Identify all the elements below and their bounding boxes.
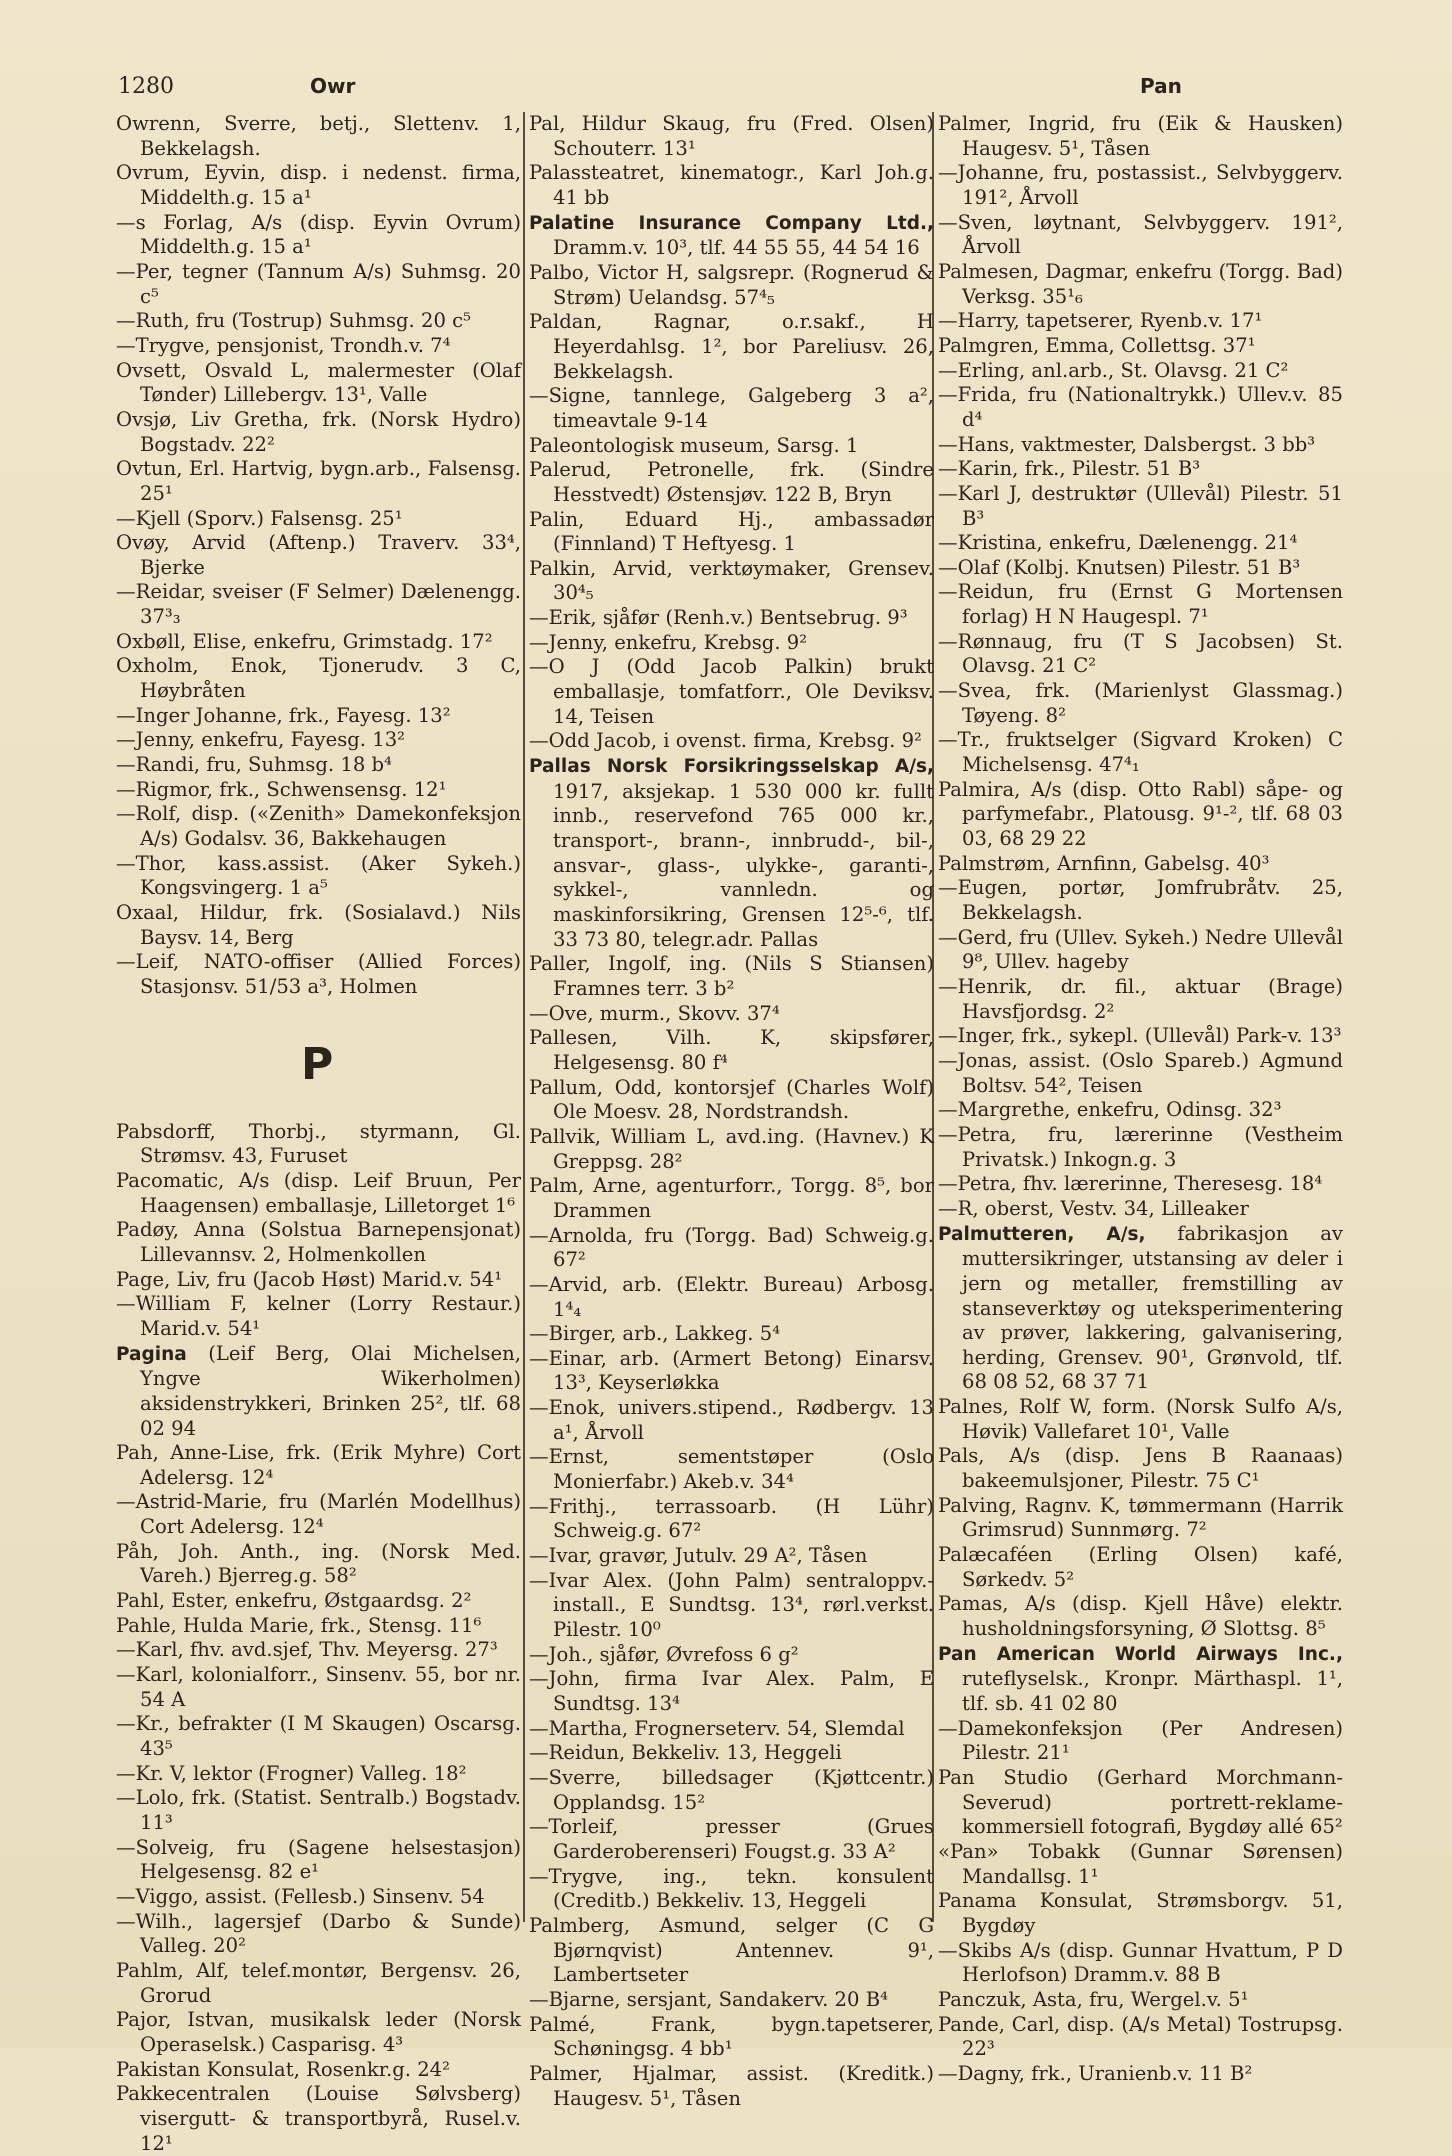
directory-entry bbox=[116, 1268, 521, 1293]
entry-text: —Reidar, sveiser (F Selmer) Dælenengg. 37³₃ bbox=[116, 580, 521, 629]
directory-entry bbox=[116, 852, 521, 901]
entry-text: —Ivar, gravør, Jutulv. 29 A², Tåsen bbox=[529, 1544, 868, 1568]
entry-text: —O J (Odd Jacob Palkin) brukt emballasje, tomfatforr., Ole Deviksv. 14, Teisen bbox=[529, 655, 934, 728]
entry-text: Page, Liv, fru (Jacob Høst) Marid.v. 54¹ bbox=[116, 1267, 503, 1291]
column-1 bbox=[116, 112, 521, 2156]
directory-entry bbox=[529, 434, 934, 459]
entry-text: —Ruth, fru (Tostrup) Suhmsg. 20 c⁵ bbox=[116, 309, 471, 333]
entry-text: —Johanne, fru, postassist., Selvbyggerv. 191², Årvoll bbox=[938, 161, 1343, 209]
directory-entry bbox=[116, 630, 521, 655]
directory-entry bbox=[116, 161, 521, 210]
entry-text: —Gerd, fru (Ullev. Sykeh.) Nedre Ullevål 9⁸, Ullev. hageby bbox=[938, 925, 1343, 974]
directory-entry bbox=[938, 1172, 1343, 1197]
entry-text: —Kr., befrakter (I M Skaugen) Oscarsg. 43⁵ bbox=[116, 1712, 521, 1761]
entry-text: —Per, tegner (Tannum A/s) Suhmsg. 20 c⁵ bbox=[116, 259, 521, 308]
directory-entry bbox=[938, 1592, 1343, 1641]
directory-entry bbox=[938, 383, 1343, 432]
left-guide-word: Owr bbox=[310, 74, 356, 98]
entry-text: —John, firma Ivar Alex. Palm, E Sundtsg. 13⁴ bbox=[529, 1667, 934, 1715]
entry-text: Ovsjø, Liv Gretha, frk. (Norsk Hydro) Bogstadv. 22² bbox=[116, 407, 521, 456]
entry-bold-name: Palatine Insurance Company Ltd., bbox=[529, 212, 934, 234]
directory-entry bbox=[116, 728, 521, 753]
entry-text: Ovsett, Osvald L, malermester (Olaf Tønder) Lillebergv. 13¹, Valle bbox=[116, 358, 521, 407]
directory-entry bbox=[529, 2013, 934, 2062]
entry-text: Pahlm, Alf, telef.montør, Bergensv. 26, Grorud bbox=[116, 1958, 521, 2007]
entry-text: —Erling, anl.arb., St. Olavsg. 21 C² bbox=[938, 358, 1289, 382]
entry-text: Påh, Joh. Anth., ing. (Norsk Med. Vareh.) Bjerreg.g. 58² bbox=[116, 1539, 521, 1588]
entry-text: —Astrid-Marie, fru (Marlén Modellhus) Cort Adelersg. 12⁴ bbox=[116, 1490, 521, 1539]
entry-text: —Olaf (Kolbj. Knutsen) Pilestr. 51 B³ bbox=[938, 555, 1301, 579]
directory-entry bbox=[529, 1347, 934, 1396]
entry-text: Palving, Ragnv. K, tømmermann (Harrik Grimsrud) Sunnmørg. 7² bbox=[938, 1493, 1343, 1542]
entry-text: —Sverre, billedsager (Kjøttcentr.) Opplandsg. 15² bbox=[529, 1765, 934, 1814]
directory-entry bbox=[938, 1642, 1343, 1717]
directory-entry bbox=[116, 2082, 521, 2156]
directory-entry bbox=[529, 310, 934, 384]
entry-text: Pallum, Odd, kontorsjef (Charles Wolf) Ole Moesv. 28, Nordstrandsh. bbox=[529, 1075, 934, 1124]
directory-entry bbox=[116, 950, 521, 999]
directory-entry bbox=[116, 1836, 521, 1885]
directory-entry bbox=[529, 1273, 934, 1322]
directory-entry bbox=[529, 1002, 934, 1027]
entry-text: Pakistan Konsulat, Rosenkr.g. 24² bbox=[116, 2057, 450, 2081]
directory-entry bbox=[938, 334, 1343, 359]
directory-entry bbox=[938, 112, 1343, 161]
directory-entry bbox=[116, 1540, 521, 1589]
entry-text: —Skibs A/s (disp. Gunnar Hvattum, P D Herlofson) Dramm.v. 88 B bbox=[938, 1938, 1343, 1987]
directory-entry bbox=[529, 1495, 934, 1544]
entry-text: —Petra, fhv. lærerinne, Theresesg. 18⁴ bbox=[938, 1172, 1323, 1196]
column-2 bbox=[529, 112, 934, 2111]
entry-text: Palmer, Hjalmar, assist. (Kreditk.) Haugesv. 5¹, Tåsen bbox=[529, 2061, 934, 2110]
directory-entry bbox=[116, 778, 521, 803]
directory-entry bbox=[938, 359, 1343, 384]
directory-entry bbox=[529, 1766, 934, 1815]
entry-text: —Kr. V, lektor (Frogner) Valleg. 18² bbox=[116, 1761, 467, 1785]
entry-text: Pahl, Ester, enkefru, Østgaardsg. 2² bbox=[116, 1589, 472, 1613]
entry-text: —Joh., sjåfør, Øvrefoss 6 g² bbox=[529, 1642, 799, 1666]
entry-text: 1917, aksjekap. 1 530 000 kr. fullt innb., reservefond 765 000 kr., transport-, brann-, innbrudd-, bil-, ansvar-, glass-, ulykke-, garanti-, sykkel-, vannledn. og maskinforsikring, Grensen 12⁵-⁶, tlf. 33 73 80, telegr.adr. Pallas bbox=[553, 779, 934, 951]
directory-entry bbox=[529, 161, 934, 210]
entry-text: Pacomatic, A/s (disp. Leif Bruun, Per Haagensen) emballasje, Lilletorget 1⁶ bbox=[116, 1168, 521, 1217]
entry-text: Palnes, Rolf W, form. (Norsk Sulfo A/s, Høvik) Vallefaret 10¹, Valle bbox=[938, 1395, 1343, 1443]
directory-entry bbox=[529, 384, 934, 433]
directory-entry bbox=[938, 1840, 1343, 1889]
entry-text: —Dagny, frk., Uranienb.v. 11 B² bbox=[938, 2061, 1253, 2085]
entry-text: —Hans, vaktmester, Dalsbergst. 3 bb³ bbox=[938, 432, 1316, 456]
entry-text: Owrenn, Sverre, betj., Slettenv. 1, Bekkelagsh. bbox=[116, 112, 521, 160]
entry-text: Ovøy, Arvid (Aftenp.) Traverv. 33⁴, Bjerke bbox=[116, 531, 521, 579]
directory-entry bbox=[938, 482, 1343, 531]
directory-entry bbox=[938, 728, 1343, 777]
section-letter: P bbox=[301, 1038, 334, 1090]
right-guide-word: Pan bbox=[1140, 74, 1182, 98]
entry-text: —Viggo, assist. (Fellesb.) Sinsenv. 54 bbox=[116, 1884, 485, 1908]
entry-text: —Reidun, fru (Ernst G Mortensen forlag) H N Haugespl. 7¹ bbox=[938, 580, 1343, 629]
entry-text: Dramm.v. 10³, tlf. 44 55 55, 44 54 16 bbox=[553, 236, 920, 260]
entry-text: —Frida, fru (Nationaltrykk.) Ullev.v. 85 d⁴ bbox=[938, 383, 1343, 431]
entry-text: —Inger, frk., sykepl. (Ullevål) Park-v. 13³ bbox=[938, 1024, 1342, 1048]
directory-entry bbox=[529, 1544, 934, 1569]
entry-text: Ovtun, Erl. Hartvig, bygn.arb., Falsensg. 25¹ bbox=[116, 457, 521, 505]
directory-entry bbox=[938, 778, 1343, 852]
directory-entry bbox=[938, 1494, 1343, 1543]
directory-entry bbox=[116, 654, 521, 703]
directory-entry bbox=[116, 1589, 521, 1614]
entry-text: Palmberg, Asmund, selger (C G Bjørnqvist) Antennev. 9¹, Lambertseter bbox=[529, 1913, 934, 1987]
entry-text: Palmgren, Emma, Collettsg. 37¹ bbox=[938, 333, 1256, 357]
directory-entry bbox=[529, 1667, 934, 1716]
entry-text: «Pan» Tobakk (Gunnar Sørensen) Mandallsg. 1¹ bbox=[938, 1839, 1343, 1888]
directory-entry bbox=[938, 260, 1343, 309]
directory-entry bbox=[938, 1049, 1343, 1098]
entry-text: Palmé, Frank, bygn.tapetserer, Schøningsg. 4 bb¹ bbox=[529, 2012, 934, 2061]
directory-entry bbox=[938, 1889, 1343, 1938]
directory-entry bbox=[116, 309, 521, 334]
entry-text: Pallvik, William L, avd.ing. (Havnev.) K Greppsg. 28² bbox=[529, 1124, 934, 1173]
directory-entry bbox=[938, 1444, 1343, 1493]
entry-text: —Trygve, pensjonist, Trondh.v. 7⁴ bbox=[116, 333, 451, 357]
directory-entry bbox=[938, 211, 1343, 260]
entry-text: —Erik, sjåfør (Renh.v.) Bentsebrug. 9³ bbox=[529, 606, 908, 630]
directory-entry bbox=[529, 1988, 934, 2013]
entry-text: —Lolo, frk. (Statist. Sentralb.) Bogstadv. 11³ bbox=[116, 1786, 521, 1834]
entry-text: —Martha, Frognerseterv. 54, Slemdal bbox=[529, 1716, 905, 1740]
directory-entry bbox=[116, 802, 521, 851]
directory-entry bbox=[938, 1098, 1343, 1123]
directory-entry bbox=[938, 433, 1343, 458]
entry-text: —Bjarne, sersjant, Sandakerv. 20 B⁴ bbox=[529, 1987, 888, 2011]
directory-entry bbox=[116, 1169, 521, 1218]
directory-entry bbox=[938, 161, 1343, 210]
directory-entry bbox=[116, 1490, 521, 1539]
directory-entry bbox=[529, 2062, 934, 2111]
directory-entry bbox=[938, 975, 1343, 1024]
directory-entry bbox=[116, 1885, 521, 1910]
entry-text: —Jenny, enkefru, Fayesg. 13² bbox=[116, 728, 406, 752]
entry-text: —Einar, arb. (Armert Betong) Einarsv. 13³, Keyserløkka bbox=[529, 1346, 934, 1395]
entry-text: Pal, Hildur Skaug, fru (Fred. Olsen) Schouterr. 13¹ bbox=[529, 112, 934, 160]
entry-text: —Jonas, assist. (Oslo Spareb.) Agmund Boltsv. 54², Teisen bbox=[938, 1048, 1343, 1097]
entry-text: Pahle, Hulda Marie, frk., Stensg. 11⁶ bbox=[116, 1613, 482, 1637]
entry-bold-name: Palmutteren, A/s, bbox=[938, 1223, 1146, 1245]
directory-entry bbox=[116, 334, 521, 359]
entry-text: Paldan, Ragnar, o.r.sakf., H Heyerdahlsg. 1², bor Pareliusv. 26, Bekkelagsh. bbox=[529, 310, 934, 383]
column-3 bbox=[938, 112, 1343, 2087]
entry-text: —Leif, NATO-offiser (Allied Forces) Stasjonsv. 51/53 a³, Holmen bbox=[116, 950, 521, 998]
directory-entry bbox=[529, 1569, 934, 1643]
directory-entry bbox=[938, 2013, 1343, 2062]
directory-entry bbox=[116, 1786, 521, 1835]
entry-text: —Rønnaug, fru (T S Jacobsen) St. Olavsg. 21 C² bbox=[938, 629, 1343, 678]
directory-entry bbox=[116, 408, 521, 457]
entry-text: (Leif Berg, Olai Michelsen, Yngve Wikerholmen) aksidenstrykkeri, Brinken 25², tlf. 68 02 94 bbox=[140, 1341, 521, 1440]
entry-text: Palmira, A/s (disp. Otto Rabl) såpe- og parfymefabr., Platousg. 9¹-², tlf. 68 03 03, 68 29 22 bbox=[938, 777, 1343, 851]
entry-text: Pamas, A/s (disp. Kjell Håve) elektr. husholdningsforsyning, Ø Slottsg. 8⁵ bbox=[938, 1592, 1343, 1641]
directory-entry bbox=[529, 1741, 934, 1766]
entry-text: Paleontologisk museum, Sarsg. 1 bbox=[529, 433, 859, 457]
entry-text: —Signe, tannlege, Galgeberg 3 a², timeavtale 9-14 bbox=[529, 384, 934, 432]
directory-entry bbox=[529, 112, 934, 161]
directory-entry bbox=[938, 876, 1343, 925]
directory-entry bbox=[529, 1815, 934, 1864]
directory-entry bbox=[938, 1197, 1343, 1222]
directory-entry bbox=[116, 457, 521, 506]
entry-text: —Arvid, arb. (Elektr. Bureau) Arbosg. 1⁴₄ bbox=[529, 1272, 934, 1321]
directory-entry bbox=[529, 1643, 934, 1668]
page-number: 1280 bbox=[118, 74, 174, 99]
entry-text: Pan Studio (Gerhard Morchmann-Severud) portrett-reklame-kommersiell fotografi, Bygdøy allé 65² bbox=[938, 1765, 1343, 1839]
directory-entry bbox=[938, 926, 1343, 975]
directory-entry bbox=[529, 655, 934, 729]
directory-entry bbox=[116, 901, 521, 950]
directory-entry bbox=[116, 531, 521, 580]
entry-text: —Karl, kolonialforr., Sinsenv. 55, bor nr. 54 A bbox=[116, 1663, 521, 1711]
entry-text: —Rigmor, frk., Schwensensg. 12¹ bbox=[116, 777, 447, 801]
entry-text: —Ernst, sementstøper (Oslo Monierfabr.) Akeb.v. 34⁴ bbox=[529, 1445, 934, 1494]
entry-text: Palin, Eduard Hj., ambassadør (Finnland) T Heftyesg. 1 bbox=[529, 507, 934, 556]
directory-entry bbox=[116, 507, 521, 532]
directory-entry bbox=[938, 457, 1343, 482]
directory-entry bbox=[529, 1322, 934, 1347]
entry-text: fabrikasjon av muttersikringer, utstansing av deler i jern og metaller, fremstilling av stanseverktøy og uteksperimentering av prøver, lakkering, galvanisering, herding, Grensev. 90¹, Grønvold, tlf. 68 08 52, 68 37 71 bbox=[962, 1221, 1344, 1394]
directory-entry bbox=[116, 1441, 521, 1490]
entry-text: —Ivar Alex. (John Palm) sentraloppv.-install., E Sundtsg. 13⁴, rørl.verkst. Pilestr. 10⁰ bbox=[529, 1568, 934, 1642]
directory-entry bbox=[529, 754, 934, 952]
directory-entry bbox=[529, 261, 934, 310]
directory-entry bbox=[529, 631, 934, 656]
entry-text: Palmstrøm, Arnfinn, Gabelsg. 40³ bbox=[938, 851, 1270, 875]
page-header bbox=[0, 74, 1452, 108]
directory-entry bbox=[116, 580, 521, 629]
entry-text: —Karl, fhv. avd.sjef, Thv. Meyersg. 27³ bbox=[116, 1638, 498, 1662]
entry-text: Palmesen, Dagmar, enkefru (Torgg. Bad) Verksg. 35¹₆ bbox=[938, 259, 1343, 308]
directory-entry bbox=[938, 630, 1343, 679]
directory-entry bbox=[529, 1445, 934, 1494]
entry-text: —Thor, kass.assist. (Aker Sykeh.) Kongsvingerg. 1 a⁵ bbox=[116, 851, 521, 900]
directory-entry bbox=[116, 1614, 521, 1639]
directory-entry bbox=[529, 1717, 934, 1742]
entry-bold-name: Pallas Norsk Forsikringsselskap A/s, bbox=[529, 756, 934, 778]
entry-text: —Frithj., terrassoarb. (H Lühr) Schweig.g. 67² bbox=[529, 1494, 934, 1543]
directory-entry bbox=[938, 2062, 1343, 2087]
directory-entry bbox=[116, 704, 521, 729]
directory-entry bbox=[529, 1026, 934, 1075]
directory-entry bbox=[529, 557, 934, 606]
directory-entry bbox=[116, 1638, 521, 1663]
entry-text: —Wilh., lagersjef (Darbo & Sunde) Valleg. 20² bbox=[116, 1909, 521, 1958]
entry-text: —Randi, fru, Suhmsg. 18 b⁴ bbox=[116, 753, 392, 777]
directory-entry bbox=[938, 1717, 1343, 1766]
entry-text: ruteflyselsk., Kronpr. Märthaspl. 1¹, tlf. sb. 41 02 80 bbox=[962, 1667, 1343, 1715]
directory-entry bbox=[938, 852, 1343, 877]
directory-entry bbox=[116, 1663, 521, 1712]
entry-text: Pah, Anne-Lise, frk. (Erik Myhre) Cort Adelersg. 12⁴ bbox=[116, 1441, 521, 1489]
entry-text: Ovrum, Eyvin, disp. i nedenst. firma, Middelth.g. 15 a¹ bbox=[116, 161, 521, 209]
directory-entry bbox=[116, 1959, 521, 2008]
entry-text: Palm, Arne, agenturforr., Torgg. 8⁵, bor Drammen bbox=[529, 1174, 934, 1222]
directory-entry bbox=[938, 1543, 1343, 1592]
entry-text: —Henrik, dr. fil., aktuar (Brage) Havsfjordsg. 2² bbox=[938, 974, 1343, 1023]
entry-text: —Jenny, enkefru, Krebsg. 9² bbox=[529, 630, 808, 654]
entry-text: Palbo, Victor H, salgsrepr. (Rognerud & Strøm) Uelandsg. 57⁴₅ bbox=[529, 260, 934, 309]
entry-text: Pals, A/s (disp. Jens B Raanaas) bakeemulsjoner, Pilestr. 75 C¹ bbox=[938, 1444, 1343, 1493]
entry-text: —Tr., fruktselger (Sigvard Kroken) C Michelsensg. 47⁴₁ bbox=[938, 728, 1343, 777]
entry-text: —Enok, univers.stipend., Rødbergv. 13 a¹, Årvoll bbox=[529, 1396, 934, 1444]
entry-text: Palerud, Petronelle, frk. (Sindre Hesstvedt) Østensjøv. 122 B, Bryn bbox=[529, 458, 934, 506]
entry-text: Pabsdorff, Thorbj., styrmann, Gl. Strømsv. 43, Furuset bbox=[116, 1119, 521, 1168]
entry-bold-name: Pagina bbox=[116, 1343, 187, 1365]
entry-text: Pande, Carl, disp. (A/s Metal) Tostrupsg. 22³ bbox=[938, 2012, 1343, 2061]
entry-text: —Harry, tapetserer, Ryenb.v. 17¹ bbox=[938, 309, 1263, 333]
entry-text: Padøy, Anna (Solstua Barnepensjonat) Lillevannsv. 2, Holmenkollen bbox=[116, 1218, 521, 1266]
entry-text: Pakkecentralen (Louise Sølvsberg) visergutt- & transportbyrå, Rusel.v. 12¹ bbox=[116, 2082, 521, 2155]
entry-text: —Arnolda, fru (Torgg. Bad) Schweig.g. 67² bbox=[529, 1223, 934, 1272]
directory-entry bbox=[529, 1174, 934, 1223]
directory-entry bbox=[529, 1914, 934, 1988]
directory-entry bbox=[116, 1292, 521, 1341]
entry-text: Pallesen, Vilh. K, skipsfører, Helgesensg. 80 f⁴ bbox=[529, 1026, 934, 1074]
directory-entry bbox=[529, 1396, 934, 1445]
entry-bold-name: Pan American World Airways Inc., bbox=[938, 1643, 1343, 1665]
entry-text: —Reidun, Bekkeliv. 13, Heggeli bbox=[529, 1741, 842, 1765]
entry-text: —Sven, løytnant, Selvbyggerv. 191², Årvoll bbox=[938, 210, 1343, 259]
directory-entry bbox=[938, 1024, 1343, 1049]
entry-text: —Trygve, ing., tekn. konsulent (Creditb.) Bekkeliv. 13, Heggeli bbox=[529, 1864, 934, 1913]
directory-entry bbox=[529, 211, 934, 261]
entry-text: —Karin, frk., Pilestr. 51 B³ bbox=[938, 457, 1201, 481]
entry-text: —R, oberst, Vestv. 34, Lilleaker bbox=[938, 1196, 1249, 1220]
directory-entry bbox=[529, 1125, 934, 1174]
entry-text: Oxaal, Hildur, frk. (Sosialavd.) Nils Baysv. 14, Berg bbox=[116, 901, 521, 949]
directory-entry bbox=[116, 211, 521, 260]
directory-entry bbox=[938, 1395, 1343, 1444]
directory-entry bbox=[938, 531, 1343, 556]
directory-entry bbox=[938, 679, 1343, 728]
directory-entry bbox=[938, 1123, 1343, 1172]
entry-text: —Kjell (Sporv.) Falsensg. 25¹ bbox=[116, 506, 403, 530]
directory-entry bbox=[529, 458, 934, 507]
directory-entry bbox=[116, 753, 521, 778]
entry-text: —Rolf, disp. («Zenith» Damekonfeksjon A/s) Godalsv. 36, Bakkehaugen bbox=[116, 802, 521, 851]
entry-text: —Margrethe, enkefru, Odinsg. 32³ bbox=[938, 1098, 1282, 1122]
entry-text: —Inger Johanne, frk., Fayesg. 13² bbox=[116, 703, 451, 727]
entry-text: Palkin, Arvid, verktøymaker, Grensev. 30⁴₅ bbox=[529, 556, 934, 605]
entry-text: —Damekonfeksjon (Per Andresen) Pilestr. 21¹ bbox=[938, 1716, 1343, 1765]
directory-entry bbox=[116, 260, 521, 309]
directory-entry bbox=[938, 1988, 1343, 2013]
entry-text: —Svea, frk. (Marienlyst Glassmag.) Tøyeng. 8² bbox=[938, 679, 1343, 727]
entry-text: Palmer, Ingrid, fru (Eik & Hausken) Haugesv. 5¹, Tåsen bbox=[938, 112, 1343, 160]
entry-text: Panama Konsulat, Strømsborgv. 51, Bygdøy bbox=[938, 1889, 1343, 1937]
directory-entry bbox=[116, 1120, 521, 1169]
entry-text: —Solveig, fru (Sagene helsestasjon) Helgesensg. 82 e¹ bbox=[116, 1835, 521, 1884]
directory-entry bbox=[116, 1910, 521, 1959]
directory-entry bbox=[116, 359, 521, 408]
entry-text: Panczuk, Asta, fru, Wergel.v. 5¹ bbox=[938, 1987, 1249, 2011]
directory-entry bbox=[116, 112, 521, 161]
directory-entry bbox=[116, 1342, 521, 1442]
directory-entry bbox=[116, 2058, 521, 2083]
directory-entry bbox=[116, 1712, 521, 1761]
entry-text: —William F, kelner (Lorry Restaur.) Marid.v. 54¹ bbox=[116, 1292, 521, 1340]
directory-entry bbox=[116, 1762, 521, 1787]
directory-entry bbox=[938, 580, 1343, 629]
entry-text: —Petra, fru, lærerinne (Vestheim Privatsk.) Inkogn.g. 3 bbox=[938, 1122, 1343, 1171]
directory-entry bbox=[529, 729, 934, 754]
directory-entry bbox=[529, 606, 934, 631]
entry-text: —Odd Jacob, i ovenst. firma, Krebsg. 9² bbox=[529, 729, 922, 753]
entry-text: —Kristina, enkefru, Dælenengg. 21⁴ bbox=[938, 531, 1298, 555]
entry-text: Paller, Ingolf, ing. (Nils S Stiansen) Framnes terr. 3 b² bbox=[529, 952, 934, 1000]
directory-entry bbox=[938, 1939, 1343, 1988]
directory-entry bbox=[938, 1222, 1343, 1396]
entry-text: Palassteatret, kinematogr., Karl Joh.g. 41 bb bbox=[529, 161, 934, 209]
entry-text: —s Forlag, A/s (disp. Eyvin Ovrum) Middelth.g. 15 a¹ bbox=[116, 210, 521, 259]
entry-text: —Torleif, presser (Grues Garderoberenseri) Fougst.g. 33 A² bbox=[529, 1815, 934, 1863]
directory-entry bbox=[938, 309, 1343, 334]
directory-entry bbox=[938, 1766, 1343, 1840]
column-rule-1 bbox=[523, 112, 525, 1922]
directory-entry bbox=[116, 2008, 521, 2057]
entry-text: Oxholm, Enok, Tjonerudv. 3 C, Høybråten bbox=[116, 654, 521, 703]
entry-text: Pajor, Istvan, musikalsk leder (Norsk Operaselsk.) Casparisg. 4³ bbox=[116, 2008, 521, 2056]
directory-entry bbox=[529, 1076, 934, 1125]
entry-text: Oxbøll, Elise, enkefru, Grimstadg. 17² bbox=[116, 629, 493, 653]
directory-entry bbox=[938, 556, 1343, 581]
entry-text: —Birger, arb., Lakkeg. 5⁴ bbox=[529, 1322, 781, 1346]
entry-text: Palæcaféen (Erling Olsen) kafé, Sørkedv. 5² bbox=[938, 1543, 1343, 1591]
entry-text: —Eugen, portør, Jomfrubråtv. 25, Bekkelagsh. bbox=[938, 876, 1343, 924]
directory-entry bbox=[529, 1224, 934, 1273]
directory-entry bbox=[529, 1865, 934, 1914]
entry-text: —Karl J, destruktør (Ullevål) Pilestr. 51 B³ bbox=[938, 481, 1343, 530]
directory-entry bbox=[116, 1218, 521, 1267]
entry-text: —Ove, murm., Skovv. 37⁴ bbox=[529, 1001, 780, 1025]
directory-entry bbox=[529, 508, 934, 557]
directory-entry bbox=[529, 952, 934, 1001]
